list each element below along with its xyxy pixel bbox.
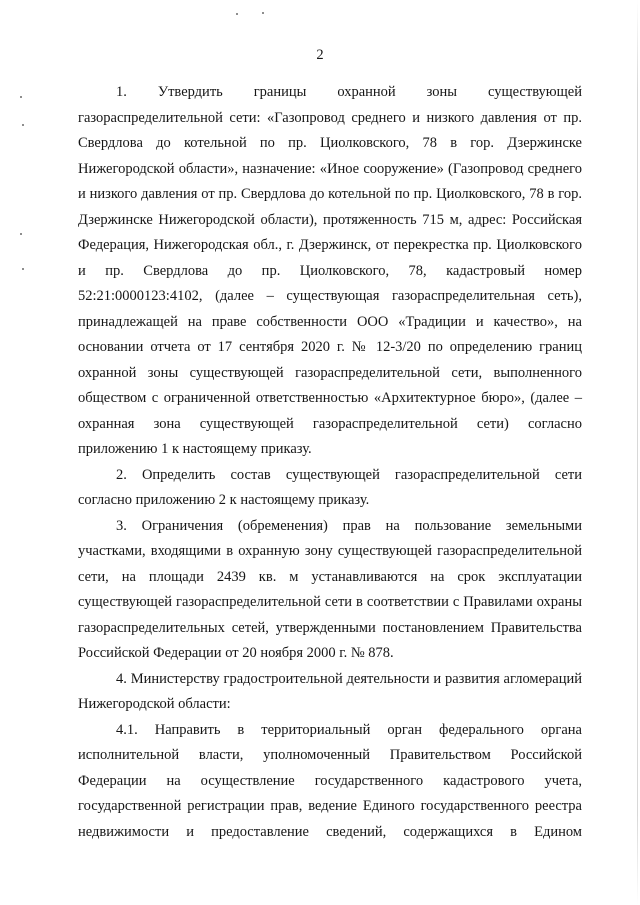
scan-speck: [22, 268, 24, 270]
scan-edge: [637, 0, 638, 905]
scan-speck: [20, 96, 22, 98]
paragraph-4: 4. Министерству градостроительной деятельности и развития агломераций Нижегородской области:: [78, 670, 582, 712]
page-number: 2: [316, 47, 324, 63]
paragraph-4-1: 4.1. Направить в территориальный орган федерального органа исполнительной власти, уполномоченный Правительством Российской Федерации на осуществление государственного кадастрового учета, государственной регистрации прав, ведение Единого государственного реестра недвижимости и предоставление сведений, содержащихся в Едином: [78, 721, 582, 840]
paragraph-3: 3. Ограничения (обременения) прав на пользование земельными участками, входящими в охранную зону существующей газораспределительной сети, на площади 2439 кв. м устанавливаются на срок эксплуатации существующей газораспределительной сети в соответствии с Правилами охраны газораспределительных сетей, утвержденными постановлением Правительства Российской Федерации от 20 ноября 2000 г. № 878.: [78, 517, 582, 661]
paragraph-1: 1. Утвердить границы охранной зоны существующей газораспределительной сети: «Газопровод среднего и низкого давления от пр. Свердлова до котельной по пр. Циолковского, 78 в гор. Дзержинске Нижегородской области», назначение: «Иное сооружение» (Газопровод среднего и низкого давления от пр. Свердлова до котельной по пр. Циолковского, 78 в гор. Дзержинске Нижегородской области), протяженность 715 м, адрес: Российская Федерация, Нижегородская обл., г. Дзержинск, от перекрестка пр. Циолковского и пр. Свердлова до пр. Циолковского, 78, кадастровый номер 52:21:0000123:4102, (далее – существующая газораспределительная сеть), принадлежащей на праве собственности ООО «Традиции и качество», на основании отчета от 17 сентября 2020 г. № 12-3/20 по определению границ охранной зоны существующей газораспределительной сети, выполненного обществом с ограниченной ответственностью «Архитектурное бюро», (далее – охранная зона существующей газораспределительной сети) согласно приложению 1 к настоящему приказу.: [78, 84, 582, 457]
scan-speck: [20, 233, 22, 235]
document-body: [78, 80, 582, 845]
paragraph-2: 2. Определить состав существующей газораспределительной сети согласно приложению 2 к настоящему приказу.: [78, 466, 582, 508]
scan-speck: [22, 124, 24, 126]
scan-speck: [236, 13, 238, 15]
scan-speck: [262, 12, 264, 14]
